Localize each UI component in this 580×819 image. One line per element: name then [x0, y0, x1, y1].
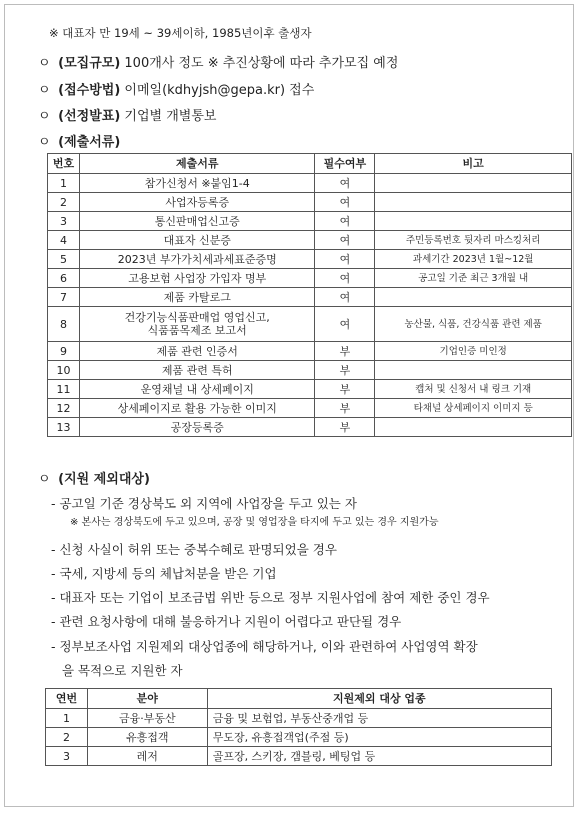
- cell-no: 8: [48, 307, 80, 342]
- cell-industry: 골프장, 스키장, 갬블링, 베팅업 등: [207, 747, 551, 766]
- exclusion-item: - 대표자 또는 기업이 보조금법 위반 등으로 정부 지원사업에 참여 제한 중인 경우: [51, 590, 490, 605]
- cell-doc: 운영채널 내 상세페이지: [79, 380, 315, 399]
- cell-note: 캡처 및 신청서 내 링크 기재: [375, 380, 572, 399]
- cell-required: 여: [315, 288, 375, 307]
- table-row: [48, 174, 572, 193]
- cell-no: 3: [48, 212, 80, 231]
- item-heading: (지원 제외대상): [58, 472, 150, 487]
- item-heading: (선정발표): [58, 109, 121, 124]
- table-row: [46, 709, 552, 728]
- table-row: [48, 231, 572, 250]
- cell-required: 부: [315, 399, 375, 418]
- header-doc: 제출서류: [79, 154, 315, 174]
- cell-note: 공고일 기준 최근 3개월 내: [375, 269, 572, 288]
- cell-no: 1: [46, 709, 88, 728]
- cell-no: 13: [48, 418, 80, 437]
- cell-required: 여: [315, 212, 375, 231]
- cell-note: [375, 418, 572, 437]
- table-header-row: [46, 689, 552, 709]
- cell-note: 주민등록번호 뒷자리 마스킹처리: [375, 231, 572, 250]
- cell-doc: 제품 관련 특허: [79, 361, 315, 380]
- exclusion-item: - 공고일 기준 경상북도 외 지역에 사업장을 두고 있는 자: [51, 496, 357, 511]
- cell-industry: 무도장, 유흥접객업(주점 등): [207, 728, 551, 747]
- bullet-circle: ㅇ: [38, 83, 51, 98]
- header-note: 비고: [375, 154, 572, 174]
- cell-doc: 건강기능식품판매업 영업신고, 식품품목제조 보고서: [79, 307, 315, 342]
- cell-note: [375, 212, 572, 231]
- cell-required: 부: [315, 361, 375, 380]
- cell-doc: 대표자 신분증: [79, 231, 315, 250]
- table-row: [46, 747, 552, 766]
- cell-doc: 제품 관련 인증서: [79, 342, 315, 361]
- cell-no: 12: [48, 399, 80, 418]
- cell-field: 레저: [87, 747, 207, 766]
- table-row: [48, 307, 572, 342]
- cell-no: 1: [48, 174, 80, 193]
- item-heading: (제출서류): [58, 135, 121, 150]
- table-row: [46, 728, 552, 747]
- cell-no: 6: [48, 269, 80, 288]
- header-no: 번호: [48, 154, 80, 174]
- age-requirement-note: ※ 대표자 만 19세 ~ 39세이하, 1985년이후 출생자: [49, 26, 312, 40]
- recruit-scale-item: [38, 52, 398, 71]
- header-industry: 지원제외 대상 업종: [207, 689, 551, 709]
- cell-note: 과세기간 2023년 1월~12월: [375, 250, 572, 269]
- cell-no: 2: [46, 728, 88, 747]
- table-row: [48, 250, 572, 269]
- cell-no: 4: [48, 231, 80, 250]
- exclusion-item: - 신청 사실이 허위 또는 중복수혜로 판명되었을 경우: [51, 542, 337, 557]
- cell-no: 9: [48, 342, 80, 361]
- cell-required: 여: [315, 231, 375, 250]
- table-row: [48, 288, 572, 307]
- exclusion-industries-table: [45, 688, 552, 766]
- cell-no: 3: [46, 747, 88, 766]
- apply-method-item: [38, 79, 314, 98]
- exclusion-item-continuation: 을 목적으로 지원한 자: [62, 663, 183, 678]
- cell-required: 여: [315, 269, 375, 288]
- selection-announce-item: [38, 105, 216, 124]
- cell-no: 10: [48, 361, 80, 380]
- exclusion-subnote: ※ 본사는 경상북도에 두고 있으며, 공장 및 영업장을 타지에 두고 있는 경우 지원가능: [70, 517, 439, 528]
- cell-note: 타채널 상세페이지 이미지 등: [375, 399, 572, 418]
- cell-note: [375, 174, 572, 193]
- cell-note: 농산물, 식품, 건강식품 관련 제품: [375, 307, 572, 342]
- cell-note: [375, 361, 572, 380]
- cell-required: 부: [315, 418, 375, 437]
- cell-no: 7: [48, 288, 80, 307]
- cell-note: [375, 193, 572, 212]
- cell-no: 5: [48, 250, 80, 269]
- cell-field: 유흥접객: [87, 728, 207, 747]
- cell-doc: 제품 카탈로그: [79, 288, 315, 307]
- table-row: [48, 342, 572, 361]
- exclusion-item: - 관련 요청사항에 대해 불응하거나 지원이 어렵다고 판단될 경우: [51, 614, 402, 629]
- cell-required: 여: [315, 307, 375, 342]
- cell-required: 부: [315, 380, 375, 399]
- bullet-circle: ㅇ: [38, 472, 51, 487]
- submit-docs-item: [38, 131, 120, 150]
- header-required: 필수여부: [315, 154, 375, 174]
- table-row: [48, 399, 572, 418]
- cell-doc: 고용보험 사업장 가입자 명부: [79, 269, 315, 288]
- cell-doc: 2023년 부가가치세과세표준증명: [79, 250, 315, 269]
- header-no: 연번: [46, 689, 88, 709]
- header-field: 분야: [87, 689, 207, 709]
- item-text: 이메일(kdhyjsh@gepa.kr) 접수: [124, 83, 315, 98]
- table-row: [48, 418, 572, 437]
- item-text: 100개사 정도 ※ 추진상황에 따라 추가모집 예정: [124, 56, 399, 71]
- item-text: 기업별 개별통보: [124, 109, 217, 124]
- cell-note: 기업인증 미인정: [375, 342, 572, 361]
- cell-required: 부: [315, 342, 375, 361]
- bullet-circle: ㅇ: [38, 109, 51, 124]
- cell-doc: 공장등록증: [79, 418, 315, 437]
- exclusion-heading-item: [38, 468, 150, 487]
- item-heading: (모집규모): [58, 56, 121, 71]
- item-heading: (접수방법): [58, 83, 121, 98]
- table-row: [48, 193, 572, 212]
- cell-doc: 상세페이지로 활용 가능한 이미지: [79, 399, 315, 418]
- cell-industry: 금융 및 보험업, 부동산중개업 등: [207, 709, 551, 728]
- table-row: [48, 212, 572, 231]
- bullet-circle: ㅇ: [38, 135, 51, 150]
- exclusion-item: - 정부보조사업 지원제외 대상업종에 해당하거나, 이와 관련하여 사업영역 확장: [51, 639, 478, 654]
- cell-required: 여: [315, 193, 375, 212]
- table-header-row: [48, 154, 572, 174]
- submission-docs-table: [47, 153, 572, 437]
- bullet-circle: ㅇ: [38, 56, 51, 71]
- cell-doc: 사업자등록증: [79, 193, 315, 212]
- cell-field: 금융·부동산: [87, 709, 207, 728]
- document-page: [4, 4, 574, 807]
- cell-note: [375, 288, 572, 307]
- table-row: [48, 380, 572, 399]
- cell-doc: 참가신청서 ※붙임1-4: [79, 174, 315, 193]
- table-row: [48, 361, 572, 380]
- cell-no: 2: [48, 193, 80, 212]
- cell-doc: 통신판매업신고증: [79, 212, 315, 231]
- exclusion-item: - 국세, 지방세 등의 체납처분을 받은 기업: [51, 566, 277, 581]
- cell-required: 여: [315, 174, 375, 193]
- table-row: [48, 269, 572, 288]
- cell-no: 11: [48, 380, 80, 399]
- cell-required: 여: [315, 250, 375, 269]
